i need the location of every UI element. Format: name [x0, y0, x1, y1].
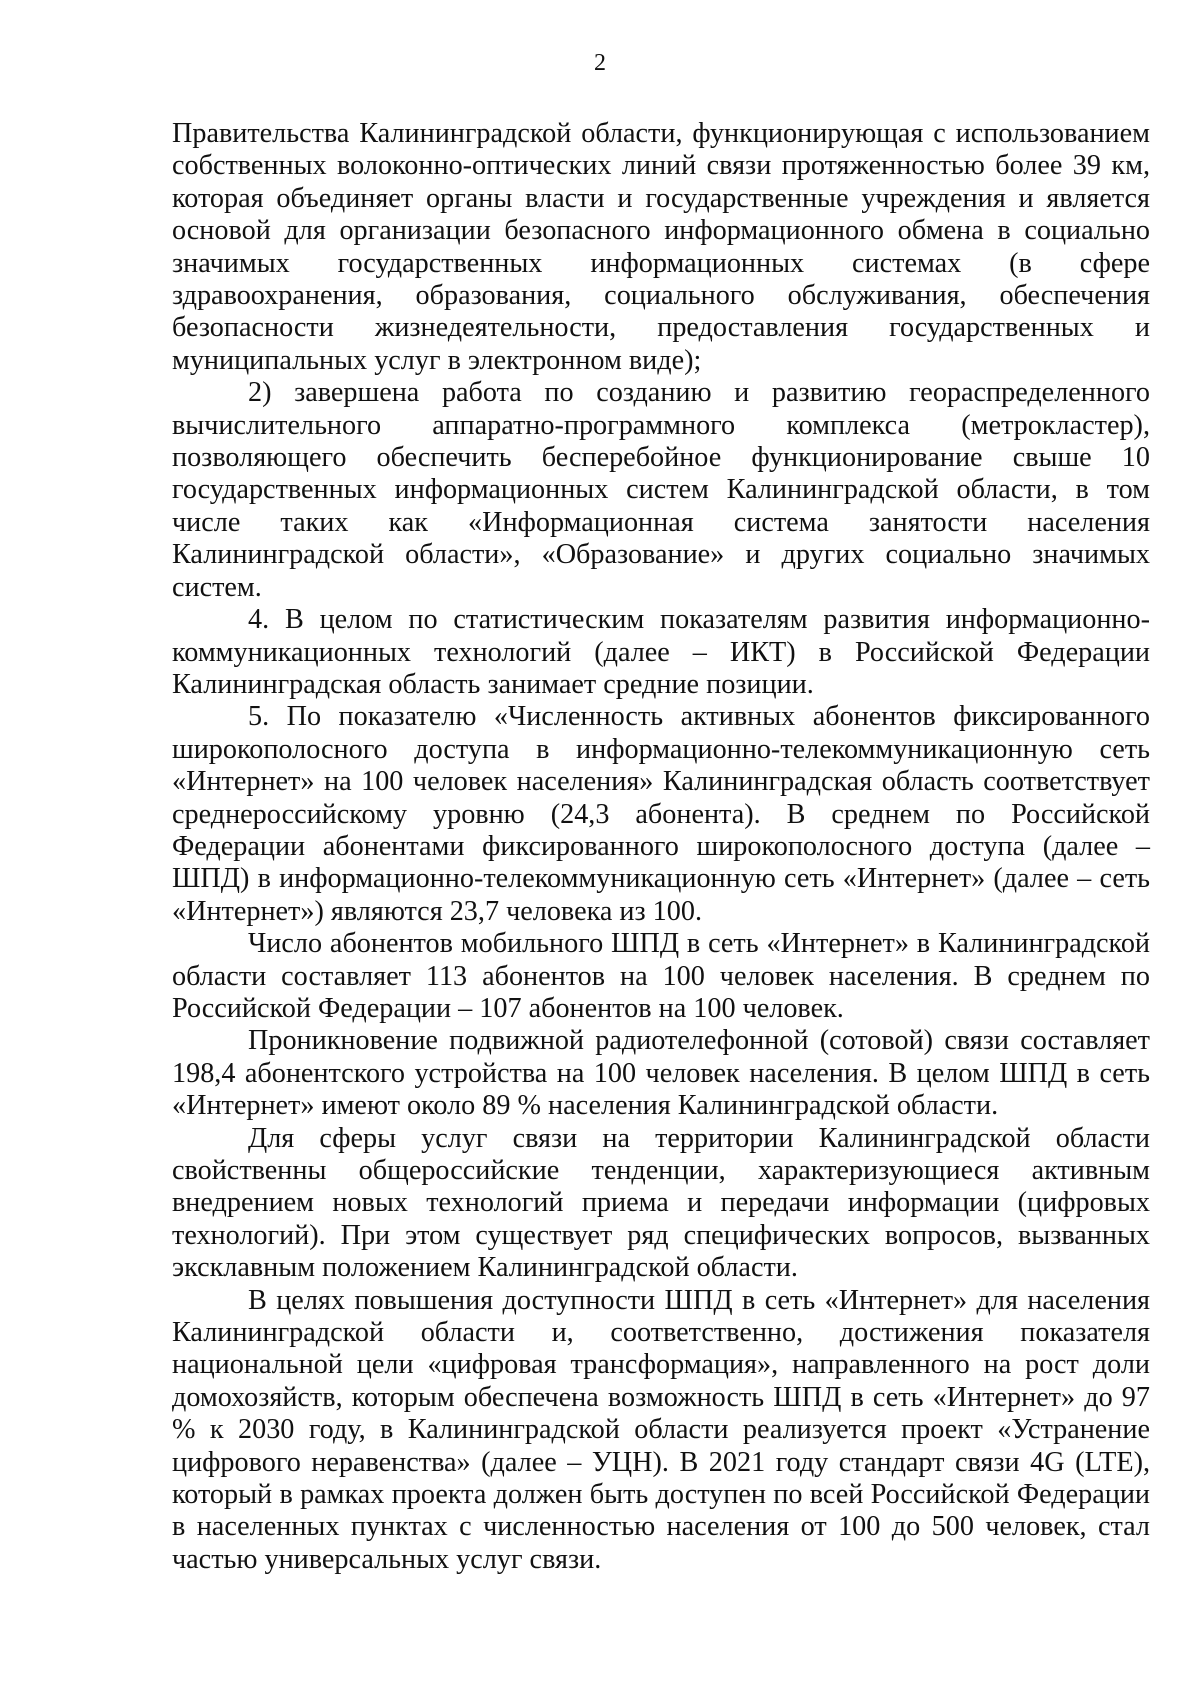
page-number: 2: [594, 50, 606, 76]
paragraph-item-5: 5. По показателю «Численность активных абонентов фиксированного широкополосного доступа в информационно-телекоммуникационную сеть «Интернет» на 100 человек населения» Калининградская область соответствует среднероссийскому уровню (24,3 абонента). В среднем по Российской Федерации абонентами фиксированного широкополосного доступа (далее – ШПД) в информационно-телекоммуникационную сеть «Интернет» (далее – сеть «Интернет») являются 23,7 человека из 100.: [172, 701, 1150, 927]
paragraph-item-2: 2) завершена работа по созданию и развитию геораспределенного вычислительного аппаратно-программного комплекса (метрокластер), позволяющего обеспечить бесперебойное функционирование свыше 10 государственных информационных систем Калининградской области, в том числе таких как «Информационная система занятости населения Калининградской области», «Образование» и других социально значимых систем.: [172, 377, 1150, 603]
paragraph-cellular-penetration: Проникновение подвижной радиотелефонной (сотовой) связи составляет 198,4 абонентского устройства на 100 человек населения. В целом ШПД в сеть «Интернет» имеют около 89 % населения Калининградской области.: [172, 1025, 1150, 1122]
document-body: [172, 118, 1150, 1576]
paragraph-continuation: Правительства Калининградской области, функционирующая с использованием собственных волоконно-оптических линий связи протяженностью более 39 км, которая объединяет органы власти и государственные учреждения и является основой для организации безопасного информационного обмена в социально значимых государственных информационных системах (в сфере здравоохранения, образования, социального обслуживания, обеспечения безопасности жизнедеятельности, предоставления государственных и муниципальных услуг в электронном виде);: [172, 118, 1150, 376]
paragraph-mobile-broadband: Число абонентов мобильного ШПД в сеть «Интернет» в Калининградской области составляет 113 абонентов на 100 человек населения. В среднем по Российской Федерации – 107 абонентов на 100 человек.: [172, 928, 1150, 1024]
paragraph-telecom-trends: Для сферы услуг связи на территории Калининградской области свойственны общероссийские тенденции, характеризующиеся активным внедрением новых технологий приема и передачи информации (цифровых технологий). При этом существует ряд специфических вопросов, вызванных эксклавным положением Калининградской области.: [172, 1122, 1150, 1284]
paragraph-digital-divide: В целях повышения доступности ШПД в сеть «Интернет» для населения Калининградской области и, соответственно, достижения показателя национальной цели «цифровая трансформация», направленного на рост доли домохозяйств, которым обеспечена возможность ШПД в сеть «Интернет» до 97 % к 2030 году, в Калининградской области реализуется проект «Устранение цифрового неравенства» (далее – УЦН). В 2021 году стандарт связи 4G (LTE), который в рамках проекта должен быть доступен по всей Российской Федерации в населенных пунктах с численностью населения от 100 до 500 человек, стал частью универсальных услуг связи.: [172, 1284, 1150, 1575]
paragraph-item-4: 4. В целом по статистическим показателям развития информационно-коммуникационных технологий (далее – ИКТ) в Российской Федерации Калининградская область занимает средние позиции.: [172, 604, 1150, 700]
